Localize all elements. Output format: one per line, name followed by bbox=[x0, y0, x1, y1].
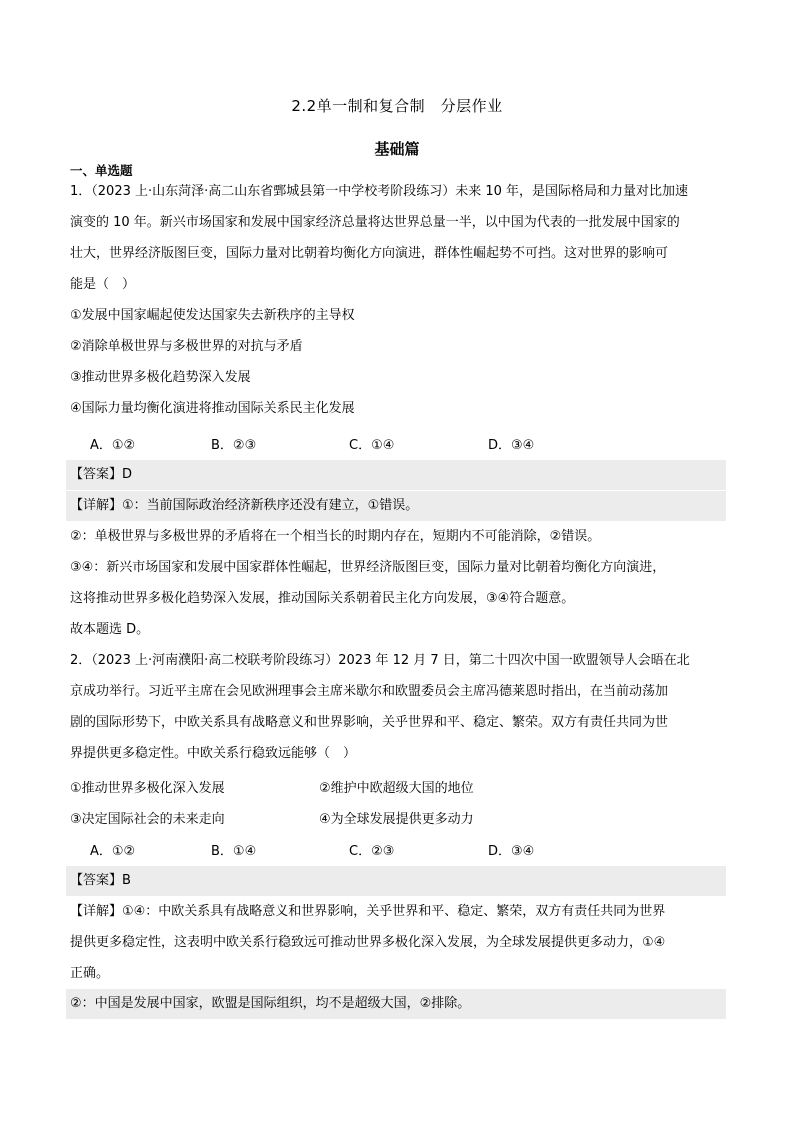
q1-analysis-line: ②：单极世界与多极世界的矛盾将在一个相当长的时期内存在，短期内不可能消除，②错误。 bbox=[70, 529, 601, 544]
q1-option-b: B．②③ bbox=[211, 438, 257, 453]
q1-answer: 【答案】D bbox=[66, 460, 726, 490]
q1-statement: ②消除单极世界与多极世界的对抗与矛盾 bbox=[70, 339, 303, 354]
q1-statement: ④国际力量均衡化演进将推动国际关系民主化发展 bbox=[70, 401, 355, 416]
q1-stem-line: 壮大，世界经济版图巨变，国际力量对比朝着均衡化方向演进，群体性崛起势不可挡。这对世界的影响可 bbox=[70, 246, 669, 261]
q1-analysis-line: 【详解】①：当前国际政治经济新秩序还没有建立，①错误。 bbox=[66, 491, 726, 521]
q2-answer: 【答案】B bbox=[66, 866, 726, 896]
q2-analysis-line: ②：中国是发展中国家，欧盟是国际组织，均不是超级大国，②排除。 bbox=[66, 989, 726, 1019]
section-heading: 一、单选题 bbox=[70, 163, 133, 178]
q1-option-c: C．①④ bbox=[349, 438, 395, 453]
q2-option-c: C．②③ bbox=[349, 844, 395, 859]
q2-analysis-line: 【详解】①④：中欧关系具有战略意义和世界影响，关乎世界和平、稳定、繁荣，双方有责任共同为世界 bbox=[70, 904, 666, 919]
q1-analysis-line: 故本题选 D。 bbox=[70, 622, 150, 637]
q1-stem-line: 能是（ ） bbox=[70, 277, 136, 292]
q1-option-a: A．①② bbox=[90, 438, 136, 453]
q2-option-b: B．①④ bbox=[211, 844, 257, 859]
q2-statement: ③决定国际社会的未来走向 bbox=[70, 812, 225, 827]
q2-stem-line: 京成功举行。习近平主席在会见欧洲理事会主席米歇尔和欧盟委员会主席冯德莱恩时指出，在当前动荡加 bbox=[70, 684, 669, 699]
q2-analysis-line: 提供更多稳定性，这表明中欧关系行稳致远可推动世界多极化深入发展，为全球发展提供更多动力，①④ bbox=[70, 935, 666, 950]
q2-statement: ④为全球发展提供更多动力 bbox=[319, 812, 474, 827]
page-subtitle: 基础篇 bbox=[374, 140, 420, 158]
q1-option-d: D．③④ bbox=[488, 438, 535, 453]
q2-option-d: D．③④ bbox=[488, 844, 535, 859]
q1-stem-line: 演变的 10 年。新兴市场国家和发展中国家经济总量将达世界总量一半，以中国为代表的一批发展中国家的 bbox=[70, 215, 680, 230]
q1-statement: ③推动世界多极化趋势深入发展 bbox=[70, 370, 251, 385]
q2-stem-line: 界提供更多稳定性。中欧关系行稳致远能够（ ） bbox=[70, 746, 357, 761]
q1-analysis-line: 这将推动世界多极化趋势深入发展，推动国际关系朝着民主化方向发展，③④符合题意。 bbox=[70, 591, 575, 606]
q2-statement: ①推动世界多极化深入发展 bbox=[70, 781, 225, 796]
q2-stem-line: 剧的国际形势下，中欧关系具有战略意义和世界影响，关乎世界和平、稳定、繁荣。双方有责任共同为世 bbox=[70, 715, 669, 730]
q2-statement: ②维护中欧超级大国的地位 bbox=[319, 781, 474, 796]
q1-statement: ①发展中国家崛起使发达国家失去新秩序的主导权 bbox=[70, 308, 355, 323]
q2-stem-line: 2．（2023 上·河南濮阳·高二校联考阶段练习）2023 年 12 月 7 日，第二十四次中国一欧盟领导人会晤在北 bbox=[70, 653, 690, 668]
q2-analysis-line: 正确。 bbox=[70, 966, 110, 981]
q1-stem-line: 1．（2023 上·山东菏泽·高二山东省鄄城县第一中学校考阶段练习）未来 10 年，是国际格局和力量对比加速 bbox=[70, 184, 689, 199]
q2-option-a: A．①② bbox=[90, 844, 136, 859]
page-title: 2.2单一制和复合制 分层作业 bbox=[291, 97, 503, 115]
q1-analysis-line: ③④：新兴市场国家和发展中国家群体性崛起，世界经济版图巨变，国际力量对比朝着均衡化方向演进， bbox=[70, 560, 666, 575]
